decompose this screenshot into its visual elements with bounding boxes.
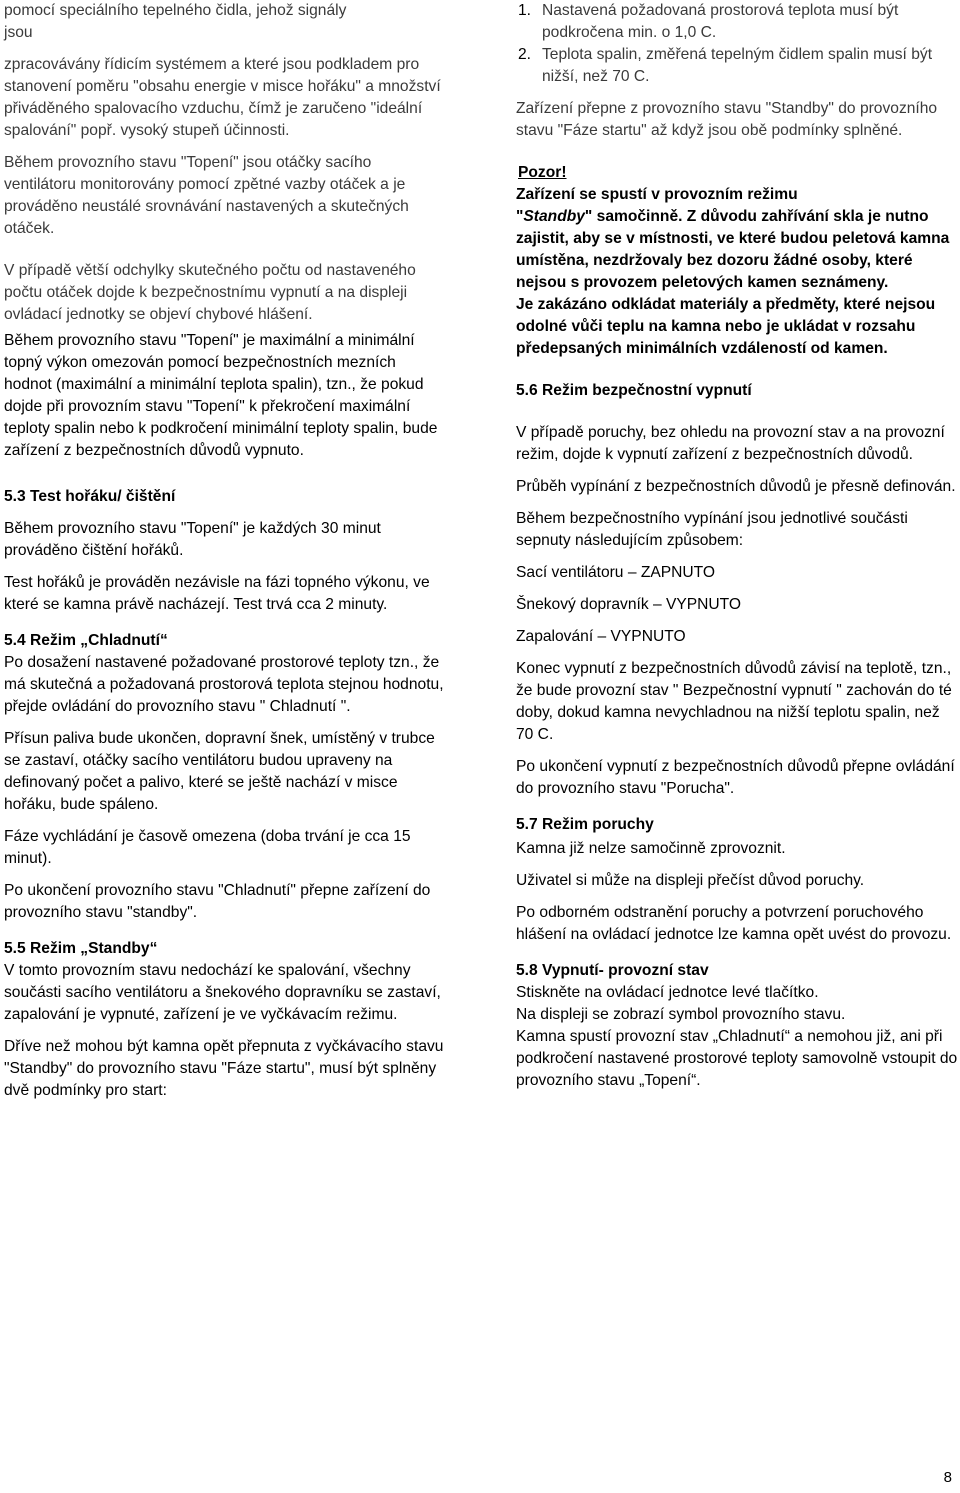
- paragraph-intro-line2: jsou: [4, 24, 33, 41]
- paragraph-display-symbol: Na displeji se zobrazí symbol provozního stavu.: [516, 1006, 846, 1023]
- heading-5-8: 5.8 Vypnutí- provozní stav: [516, 962, 709, 979]
- paragraph-intro-line1: pomocí speciálního tepelného čidla, jehož signály: [4, 2, 347, 19]
- paragraph-press-button: Stiskněte na ovládací jednotce levé tlačítko.: [516, 984, 819, 1001]
- heading-5-5: 5.5 Režim „Standby“: [4, 940, 158, 957]
- list-text: Teplota spalin, změřená tepelným čidlem spalin musí být nižší, než 70 C.: [542, 46, 933, 85]
- paragraph-cooling-start: Kamna spustí provozní stav „Chladnutí“ a nemohou již, ani při podkročení nastavené prostorové teploty samovolně vstoupit do provozního stavu „Topení“.: [516, 1028, 958, 1089]
- paragraph-fuel-stop: Přísun paliva bude ukončen, dopravní šnek, umístěný v trubce se zastaví, otáčky sacího ventilátoru budou upraveny na definovaný počet a palivo, které se ještě nachází v misce hořáku, bude spáleno.: [4, 730, 435, 813]
- heading-5-7: 5.7 Režim poruchy: [516, 816, 654, 833]
- paragraph-ignition-off: Zapalování – VYPNUTO: [516, 628, 686, 645]
- warning-prohibition: Je zakázáno odkládat materiály a předměty, které nejsou odolné vůči teplu na kamna nebo je ukládat v rozsahu předepsaných minimálních vzdáleností od kamen.: [516, 296, 936, 357]
- paragraph-cleaning: Během provozního stavu "Topení" je každých 30 minut prováděno čištění hořáků.: [4, 520, 381, 559]
- left-column: [4, 0, 444, 1102]
- paragraph-power-limits: Během provozního stavu "Topení" je maximální a minimální topný výkon omezován pomocí bezpečnostních mezních hodnot (maximální a minimální teplota spalin), tzn., že pokud dojde při provozním stavu "Topení" k překročení maximální teploty spalin nebo k podkročení minimální teploty spalin, bude zařízení z bezpečnostních důvodů vypnuto.: [4, 332, 438, 459]
- list-number: 1.: [518, 2, 532, 19]
- paragraph-start-conditions: Dříve než mohou být kamna opět přepnuta z vyčkávacího stavu "Standby" do provozního stavu "Fáze startu", musí být splněny dvě podmínky pro start:: [4, 1038, 444, 1099]
- right-column: [516, 0, 960, 1092]
- paragraph-after-cooling: Po ukončení provozního stavu "Chladnutí" přepne zařízení do provozního stavu "standby".: [4, 882, 431, 921]
- paragraph-switch-start: Zařízení přepne z provozního stavu "Standby" do provozního stavu "Fáze startu" až když jsou obě podmínky splněné.: [516, 100, 938, 139]
- page-number: 8: [943, 1469, 952, 1486]
- paragraph-processing: zpracovávány řídicím systémem a které jsou podkladem pro stanovení poměru "obsahu energie v misce hořáku" a množství přiváděného spalovacího vzduchu, čímž je zaručeno "ideální spalování" popř. vysoký stupeň účinnosti.: [4, 56, 441, 139]
- paragraph-fan-monitoring: Během provozního stavu "Topení" jsou otáčky sacího ventilátoru monitorovány pomocí zpětné vazby otáček a je prováděno neustálé srovnávání nastavených a skutečných otáček.: [4, 154, 409, 237]
- paragraph-shutdown-end: Konec vypnutí z bezpečnostních důvodů závisí na teplotě, tzn., že bude provozní stav " Bezpečnostní vypnutí " zachován do té doby, dokud kamna nevychladnou na nižší teplotu spalin, než 70 C.: [516, 660, 952, 743]
- warning-title: Pozor!: [518, 164, 567, 181]
- list-item: [516, 44, 960, 88]
- paragraph-fan-on: Sací ventilátoru – ZAPNUTO: [516, 564, 716, 581]
- paragraph-shutdown-defined: Průběh vypínání z bezpečnostních důvodů je přesně definován.: [516, 478, 956, 495]
- warning-body: "Standby" samočinně. Z důvodu zahřívání skla je nutno zajistit, aby se v místnosti, ve které budou peletová kamna umístěna, nezdržovaly bez dozoru žádné osoby, které nejsou s provozem peletových kamen seznámeny.: [516, 208, 950, 291]
- paragraph-deviation: V případě větší odchylky skutečného počtu od nastaveného počtu otáček dojde k bezpečnostnímu vypnutí a na displeji ovládací jednotky se objeví chybové hlášení.: [4, 262, 416, 323]
- paragraph-cooling: Po dosažení nastavené požadované prostorové teploty tzn., že má skutečná a požadovaná prostorová teplota stejnou hodnotu, přejde ovládání do provozního stavu " Chladnutí ".: [4, 654, 444, 715]
- paragraph-after-repair: Po odborném odstranění poruchy a potvrzení poruchového hlášení na ovládací jednotce lze kamna opět uvést do provozu.: [516, 904, 952, 943]
- heading-5-4: 5.4 Režim „Chladnutí“: [4, 632, 168, 649]
- list-item: [516, 0, 960, 44]
- start-conditions-list: [516, 0, 960, 88]
- paragraph-no-restart: Kamna již nelze samočinně zprovoznit.: [516, 840, 786, 857]
- paragraph-fault-shutdown: V případě poruchy, bez ohledu na provozní stav a na provozní režim, dojde k vypnutí zařízení z bezpečnostních důvodů.: [516, 424, 945, 463]
- heading-5-3: 5.3 Test hořáku/ čištění: [4, 488, 176, 505]
- list-text: Nastavená požadovaná prostorová teplota musí být podkročena min. o 1,0 C.: [542, 2, 899, 41]
- paragraph-read-fault: Uživatel si může na displeji přečíst důvod poruchy.: [516, 872, 865, 889]
- paragraph-standby: V tomto provozním stavu nedochází ke spalování, všechny součásti sacího ventilátoru a šnekového dopravníku se zastaví, zapalování je vypnuté, zařízení je ve vyčkávacím režimu.: [4, 962, 441, 1023]
- paragraph-cooling-time: Fáze vychládání je časově omezena (doba trvání je cca 15 minut).: [4, 828, 411, 867]
- paragraph-components: Během bezpečnostního vypínání jsou jednotlivé součásti sepnuty následujícím způsobem:: [516, 510, 908, 549]
- paragraph-burner-test: Test hořáků je prováděn nezávisle na fázi topného výkonu, ve které se kamna právě nacházejí. Test trvá cca 2 minuty.: [4, 574, 430, 613]
- paragraph-screw-off: Šnekový dopravník – VYPNUTO: [516, 596, 742, 613]
- paragraph-after-shutdown: Po ukončení vypnutí z bezpečnostních důvodů přepne ovládání do provozního stavu "Porucha".: [516, 758, 955, 797]
- warning-line1: Zařízení se spustí v provozním režimu: [516, 186, 798, 203]
- list-number: 2.: [518, 46, 532, 63]
- heading-5-6: 5.6 Režim bezpečnostní vypnutí: [516, 382, 752, 399]
